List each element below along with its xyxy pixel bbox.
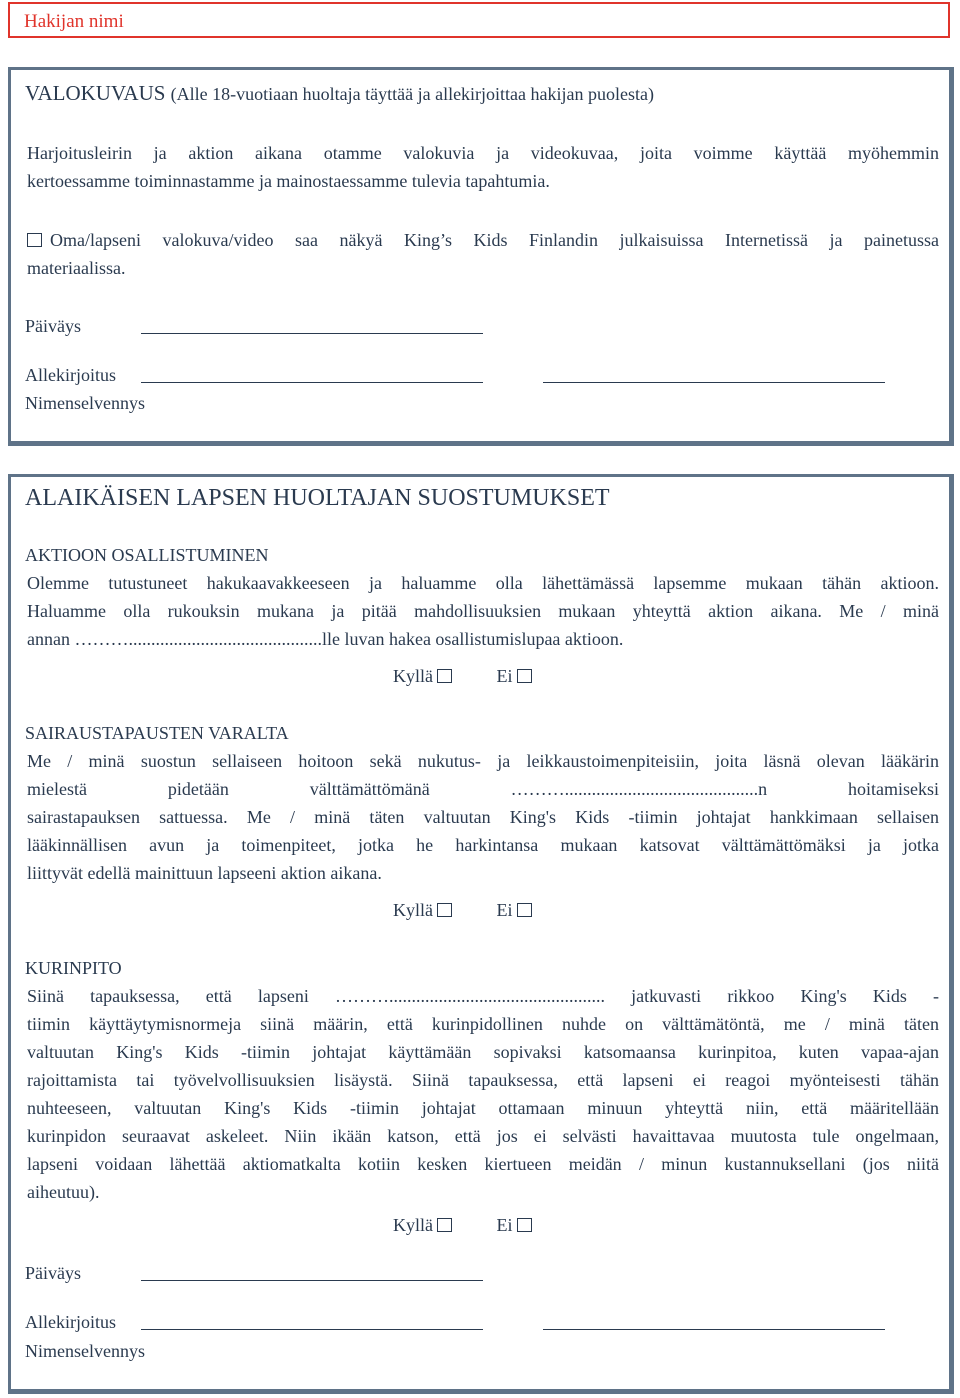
photo-section-title: VALOKUVAUS (Alle 18-vuotiaan huoltaja täyttää ja allekirjoittaa hakijan puolesta) [25, 81, 654, 105]
photo-permission-text-line: materiaalissa. [27, 258, 126, 278]
guardian-consent-section [8, 474, 954, 1394]
illness-line: liittyvät edellä mainittuun lapseeni aktion aikana. [27, 863, 382, 883]
participation-yes-no [393, 665, 532, 687]
photo-name-label: Nimenselvennys [25, 393, 145, 413]
illness-yes-no [393, 899, 532, 921]
no-label: Ei [496, 1215, 513, 1235]
participation-yes-checkbox[interactable] [437, 669, 452, 683]
discipline-line: tiimin käyttäytymisnormeja siinä määrin, että kurinpidollinen nuhde on välttämätöntä, me / minä täten [27, 1014, 939, 1034]
photo-permission-option: Oma/lapseni valokuva/video saa näkyä King’s Kids Finlandin julkaisuissa Internetissä ja painetussa [27, 229, 939, 251]
discipline-line: Siinä tapauksessa, että lapseni ………................................................ jatkuvasti rikkoo King's Kids - [27, 986, 939, 1006]
discipline-yes-no [393, 1214, 532, 1236]
photo-paragraph-line: Harjoitusleirin ja aktion aikana otamme valokuvia ja videokuvaa, joita voimme käyttää myöhemmin [27, 143, 939, 163]
participation-line: annan ………...........................................lle luvan hakea osallistumislupaa aktioon. [27, 629, 624, 649]
discipline-yes-checkbox[interactable] [437, 1218, 452, 1232]
consent-name-label: Nimenselvennys [25, 1341, 145, 1361]
discipline-line: aiheutuu). [27, 1182, 100, 1202]
yes-label: Kyllä [393, 666, 433, 686]
consent-date-line[interactable] [141, 1280, 483, 1281]
illness-line: mielestä pidetään välttämättömänä ………...........................................n hoitamiseksi [27, 779, 939, 799]
photo-permission-checkbox[interactable] [27, 233, 42, 247]
photo-date-label: Päiväys [25, 316, 81, 336]
illness-line: lääkinnällisen avun ja toimenpiteet, jotka he harkintansa mukaan katsovat välttämättömäksi ja jotka [27, 835, 939, 855]
consent-date-label: Päiväys [25, 1263, 81, 1283]
discipline-line: rajoittamista tai työvelvollisuuksien lisäystä. Siinä tapauksessa, että lapseni ei reagoi myönteisesti tähän [27, 1070, 939, 1090]
yes-label: Kyllä [393, 1215, 433, 1235]
consent-signature-label: Allekirjoitus [25, 1312, 116, 1332]
illness-line: sairastapauksen sattuessa. Me / minä täten valtuutan King's Kids -tiimin johtajat hankkimaan sellaisen [27, 807, 939, 827]
no-label: Ei [496, 666, 513, 686]
participation-no-checkbox[interactable] [517, 669, 532, 683]
discipline-line: lapseni voidaan lähettää aktiomatkalta kotiin kesken kiertueen meidän / minun kustannuksellani (jos niitä [27, 1154, 939, 1174]
photo-consent-section [8, 67, 954, 446]
photo-date-line[interactable] [141, 333, 483, 334]
photo-paragraph-line: kertoessamme toiminnastamme ja mainostaessamme tulevia tapahtumia. [27, 171, 550, 191]
consent-signature-line[interactable] [141, 1329, 483, 1330]
participation-heading: AKTIOON OSALLISTUMINEN [25, 545, 269, 565]
no-label: Ei [496, 900, 513, 920]
illness-no-checkbox[interactable] [517, 903, 532, 917]
discipline-line: valtuutan King's Kids -tiimin johtajat käyttämään sopivaksi katsomaansa kurinpitoa, kuten vapaa-ajan [27, 1042, 939, 1062]
applicant-name-field[interactable] [8, 2, 950, 38]
consent-title: ALAIKÄISEN LAPSEN HUOLTAJAN SUOSTUMUKSET [25, 485, 610, 511]
illness-line: Me / minä suostun sellaiseen hoitoon sekä nukutus- ja leikkaustoimenpiteisiin, joita läsnä olevan lääkärin [27, 751, 939, 771]
discipline-heading: KURINPITO [25, 958, 122, 978]
photo-name-line[interactable] [543, 382, 885, 383]
illness-yes-checkbox[interactable] [437, 903, 452, 917]
photo-section-subtitle: (Alle 18-vuotiaan huoltaja täyttää ja allekirjoittaa hakijan puolesta) [170, 84, 654, 104]
photo-signature-line[interactable] [141, 382, 483, 383]
participation-line: Haluamme olla rukouksin mukana ja pitää mahdollisuuksien mukaan yhteyttä aktion aikana. Me / minä [27, 601, 939, 621]
discipline-no-checkbox[interactable] [517, 1218, 532, 1232]
participation-line: Olemme tutustuneet hakukaavakkeeseen ja haluamme olla lähettämässä lapsemme mukaan tähän aktioon. [27, 573, 939, 593]
applicant-name-label: Hakijan nimi [24, 11, 124, 32]
photo-signature-label: Allekirjoitus [25, 365, 116, 385]
discipline-line: nuhteeseen, valtuutan King's Kids -tiimin johtajat ottamaan minuun yhteyttä niin, että määritellään [27, 1098, 939, 1118]
illness-heading: SAIRAUSTAPAUSTEN VARALTA [25, 723, 289, 743]
discipline-line: kurinpidon seuraavat askeleet. Niin ikään katson, että jos ei selvästi havaittavaa muutosta tule ongelmaan, [27, 1126, 939, 1146]
consent-name-line[interactable] [543, 1329, 885, 1330]
yes-label: Kyllä [393, 900, 433, 920]
